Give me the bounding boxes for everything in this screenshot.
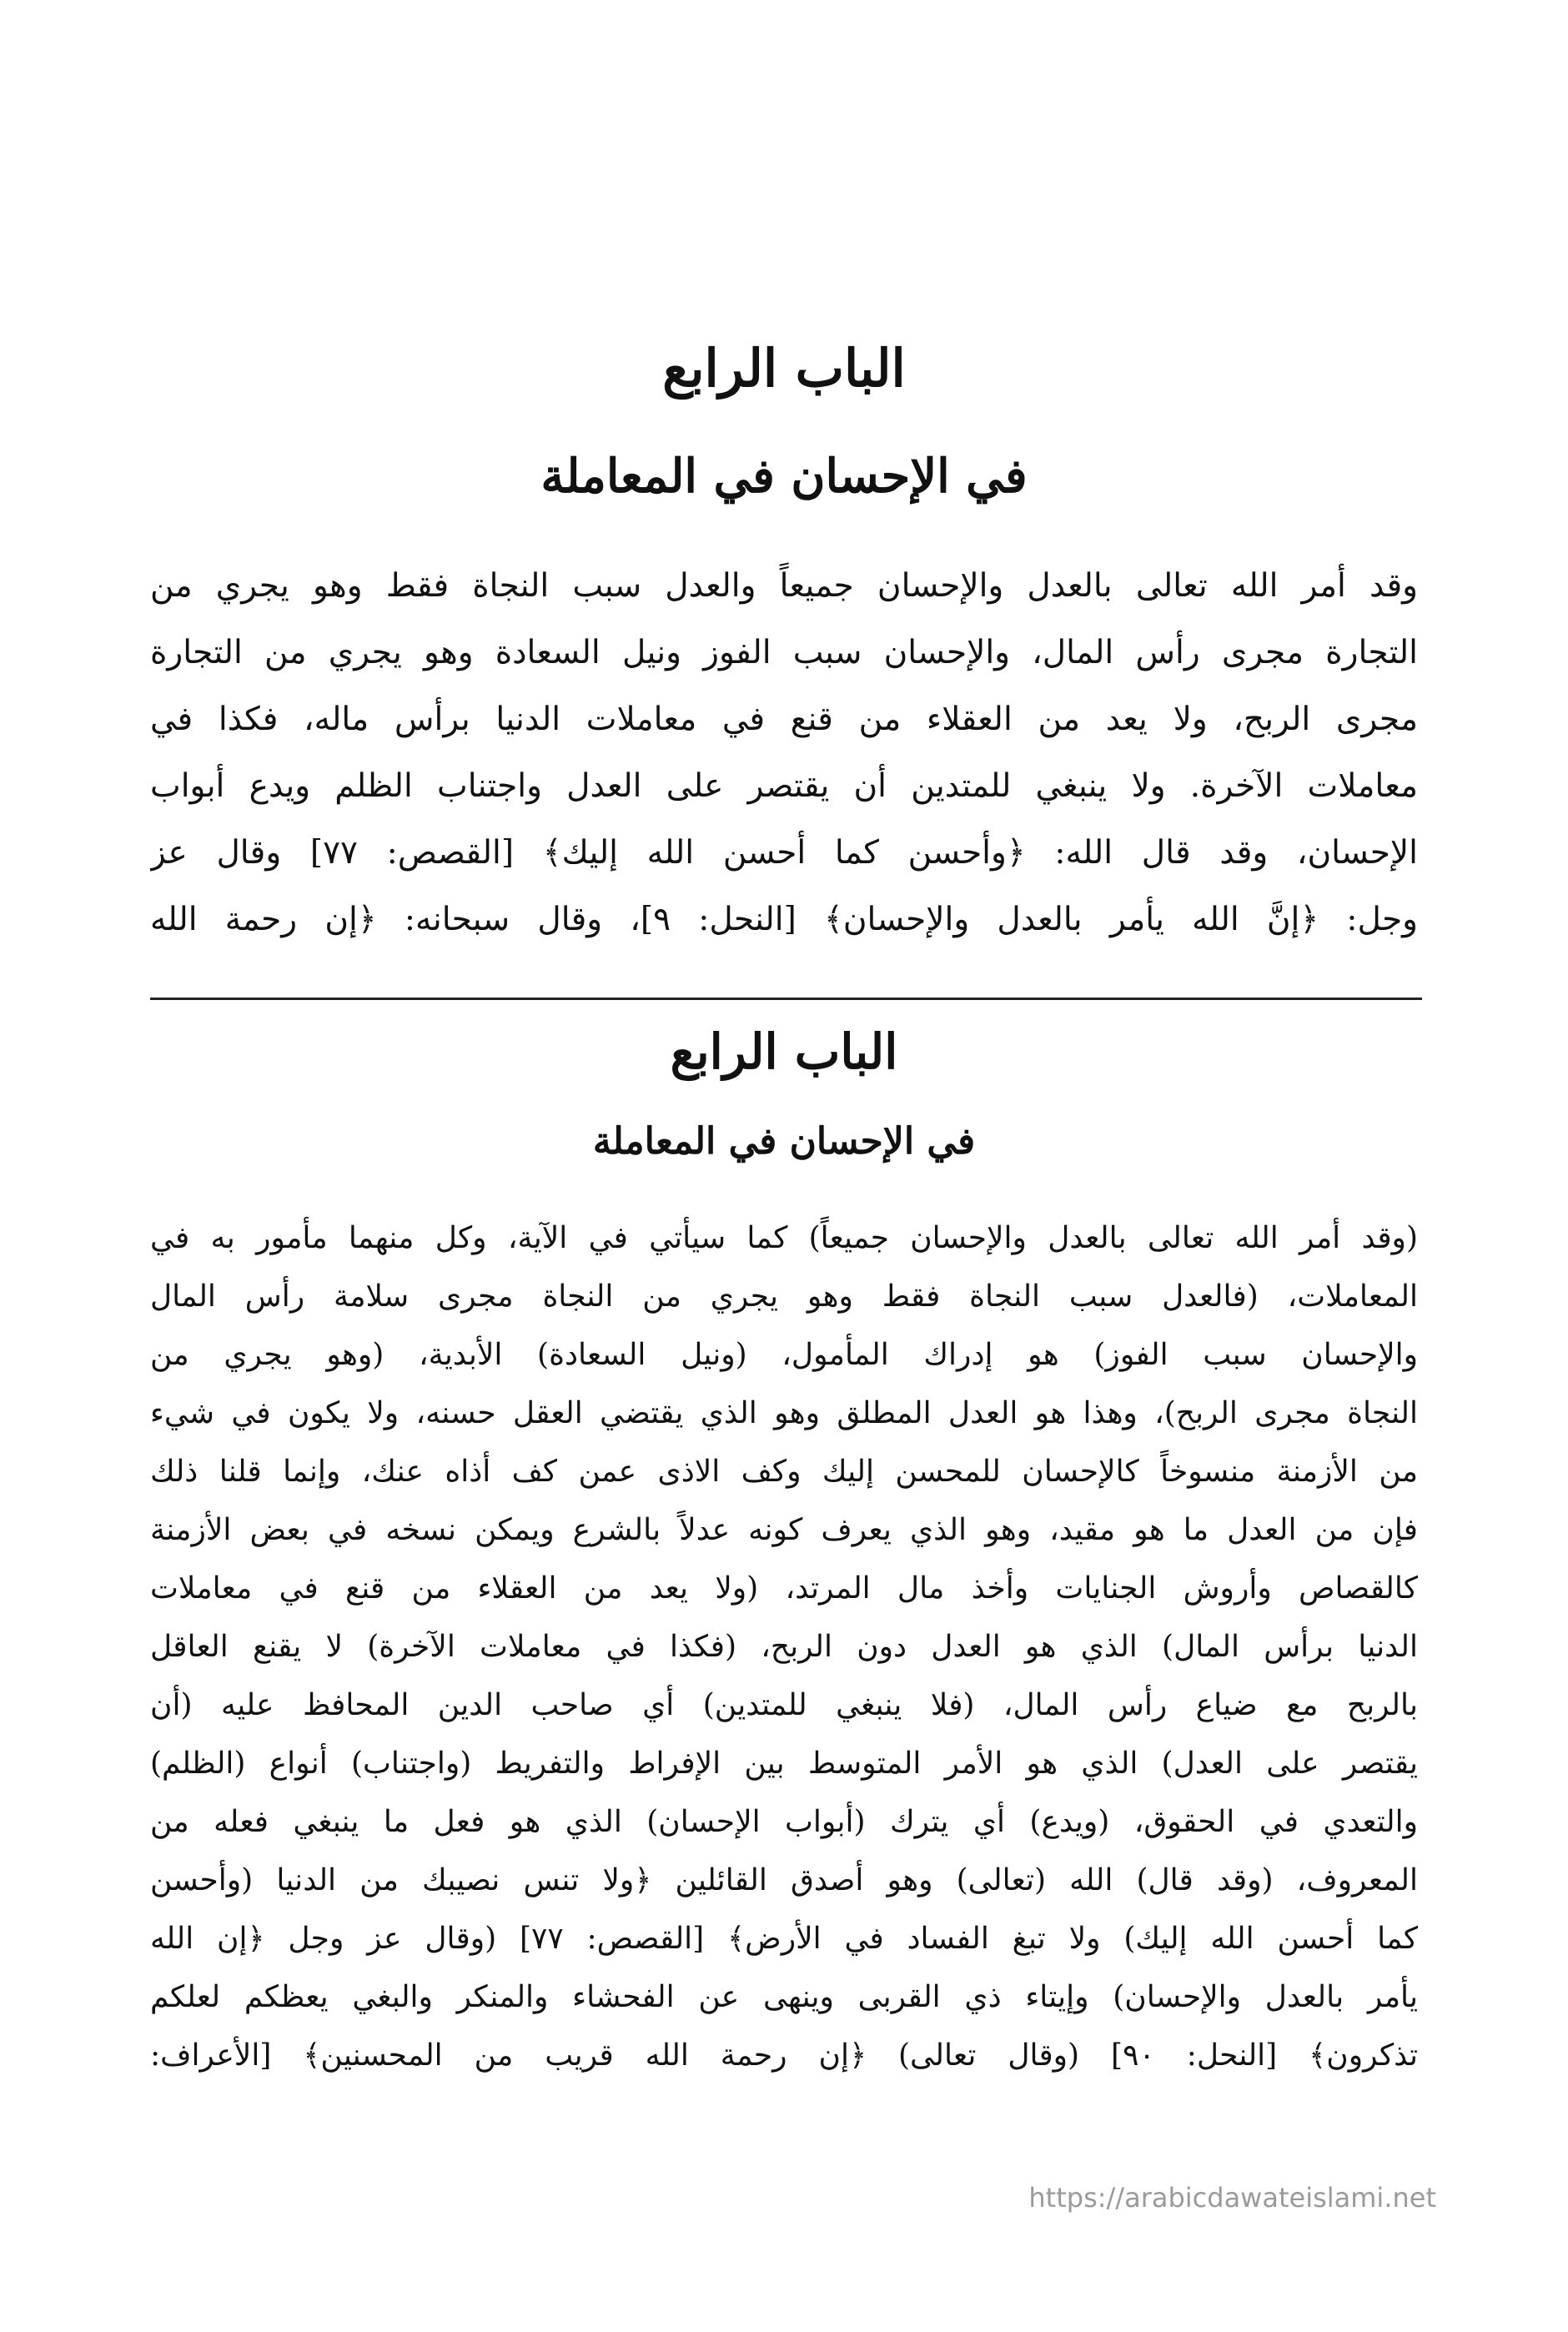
sharh-line: (وقد أمر الله تعالى بالعدل والإحسان جميعاً) كما سيأتي في الآية، وكل منهما مأمور به في [150, 1221, 1418, 1255]
matn-chapter-title: الباب الرابع [662, 338, 906, 399]
matn-chapter-subtitle: في الإحسان في المعاملة [540, 449, 1028, 504]
sharh-line: المعروف، (وقد قال) الله (تعالى) وهو أصدق القائلين ﴿ولا تنس نصيبك من الدنيا (وأحسن [150, 1863, 1418, 1897]
sharh-chapter-subtitle: في الإحسان في المعاملة [592, 1120, 976, 1163]
matn-line: مجرى الربح، ولا يعد من العقلاء من قنع في معاملات الدنيا برأس ماله، فكذا في [150, 701, 1418, 738]
matn-line: الإحسان، وقد قال الله: ﴿وأحسن كما أحسن الله إليك﴾ [القصص: ٧٧] وقال عز [150, 834, 1418, 872]
sharh-line: المعاملات، (فالعدل سبب النجاة فقط وهو يجري من النجاة مجرى سلامة رأس المال [150, 1279, 1418, 1314]
sharh-line: تذكرون﴾ [النحل: ٩٠] (وقال تعالى) ﴿إن رحمة الله قريب من المحسنين﴾ [الأعراف: [150, 2038, 1418, 2073]
source-watermark: https://arabicdawateislami.net [1028, 2182, 1436, 2214]
sharh-line: والإحسان سبب الفوز) هو إدراك المأمول، (ونيل السعادة) الأبدية، (وهو يجري من [150, 1338, 1418, 1372]
sharh-line: يأمر بالعدل والإحسان) وإيتاء ذي القربى وينهى عن الفحشاء والمنكر والبغي يعظكم لعلكم [150, 1980, 1418, 2014]
section-divider [150, 998, 1422, 1000]
sharh-line: من الأزمنة منسوخاً كالإحسان للمحسن إليك وكف الاذى عمن كف أذاه عنك، وإنما قلنا ذلك [150, 1455, 1418, 1489]
sharh-line: كالقصاص وأروش الجنايات وأخذ مال المرتد، (ولا يعد من العقلاء من قنع في معاملات [150, 1571, 1418, 1606]
sharh-line: الدنيا برأس المال) الذي هو العدل دون الربح، (فكذا في معاملات الآخرة) لا يقنع العاقل [150, 1630, 1418, 1664]
matn-line: معاملات الآخرة. ولا ينبغي للمتدين أن يقتصر على العدل واجتناب الظلم ويدع أبواب [150, 767, 1418, 805]
sharh-line: النجاة مجرى الربح)، وهذا هو العدل المطلق وهو الذي يقتضي العقل حسنه، ولا يكون في شيء [150, 1396, 1418, 1430]
sharh-chapter-title: الباب الرابع [670, 1023, 898, 1080]
sharh-line: بالربح مع ضياع رأس المال، (فلا ينبغي للمتدين) أي صاحب الدين المحافظ عليه (أن [150, 1688, 1418, 1722]
matn-line: وقد أمر الله تعالى بالعدل والإحسان جميعاً والعدل سبب النجاة فقط وهو يجري من [150, 567, 1418, 605]
sharh-line: يقتصر على العدل) الذي هو الأمر المتوسط بين الإفراط والتفريط (واجتناب) أنواع (الظلم) [150, 1746, 1418, 1781]
matn-line: وجل: ﴿إنَّ الله يأمر بالعدل والإحسان﴾ [النحل: ٩]، وقال سبحانه: ﴿إن رحمة الله [150, 901, 1418, 938]
sharh-line: كما أحسن الله إليك) ولا تبغ الفساد في الأرض﴾ [القصص: ٧٧] (وقال عز وجل ﴿إن الله [150, 1922, 1418, 1956]
sharh-line: فإن من العدل ما هو مقيد، وهو الذي يعرف كونه عدلاً بالشرع ويمكن نسخه في بعض الأزمنة [150, 1513, 1418, 1547]
matn-line: التجارة مجرى رأس المال، والإحسان سبب الفوز ونيل السعادة وهو يجري من التجارة [150, 634, 1418, 671]
sharh-line: والتعدي في الحقوق، (ويدع) أي يترك (أبواب الإحسان) الذي هو فعل ما ينبغي فعله من [150, 1805, 1418, 1839]
